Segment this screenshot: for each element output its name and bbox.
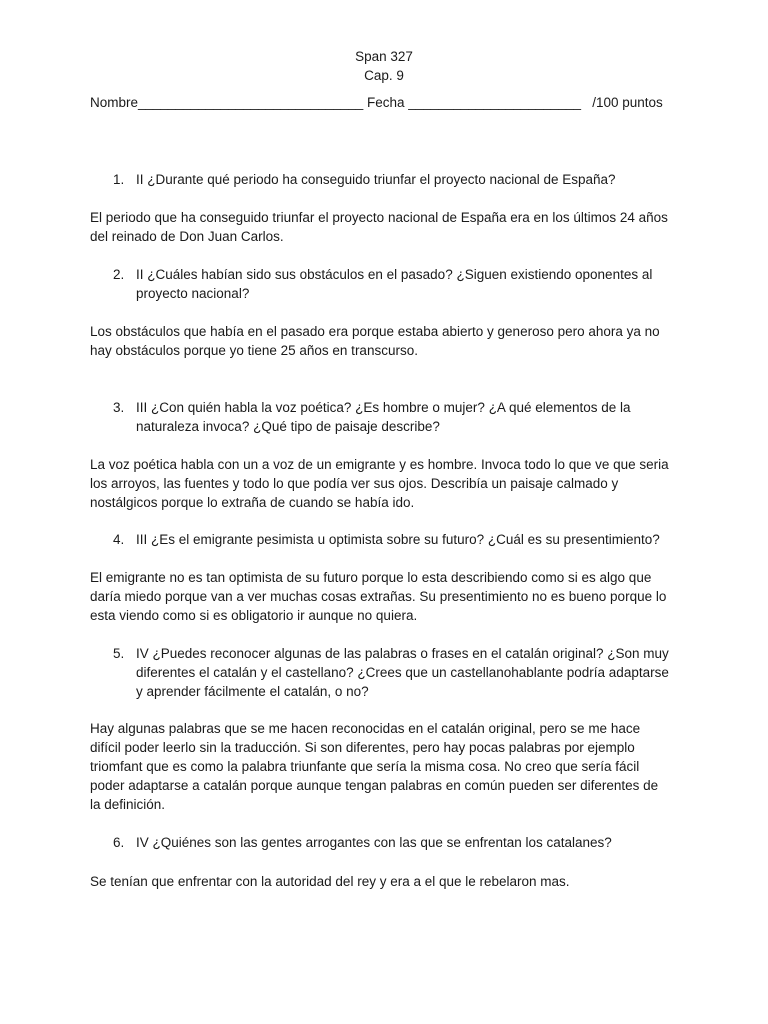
answer-5: Hay algunas palabras que se me hacen reconocidas en el catalán original, pero se me hace difícil poder leerlo sin la traducción. Si son diferentes, pero hay pocas palabras por ejemplo triomfant que es como la palabra triunfante que sería la misma cosa. No creo que sería fácil poder adaptarse a catalán porque aunque tengan palabras en común pueden ser diferentes de la definición. (90, 721, 659, 812)
name-date-score-line: Nombre______________________________ Fecha _______________________ /100 puntos (90, 95, 663, 110)
answer-3: La voz poética habla con un a voz de un emigrante y es hombre. Invoca todo lo que ve que seria los arroyos, las fuentes y todo lo que podía ver sus ojos. Describía un paisaje calmado y nostálgicos porque lo extraña de cuando se había ido. (90, 457, 669, 510)
question-number: 6. (113, 835, 125, 850)
question-text: IV ¿Quiénes son las gentes arrogantes con las que se enfrentan los catalanes? (136, 835, 612, 850)
answer-1: El periodo que ha conseguido triunfar el proyecto nacional de España era en los últimos 24 años del reinado de Don Juan Carlos. (90, 210, 668, 244)
answer-6: Se tenían que enfrentar con la autoridad del rey y era a el que le rebelaron mas. (90, 874, 570, 889)
answer-2: Los obstáculos que había en el pasado era porque estaba abierto y generoso pero ahora ya no hay obstáculos porque yo tiene 25 años en transcurso. (90, 324, 660, 358)
question-4 (113, 530, 676, 549)
question-number: 4. (113, 532, 125, 547)
answer-4: El emigrante no es tan optimista de su futuro porque lo esta describiendo como si es algo que daría miedo porque van a ver muchas cosas extrañas. Su presentimiento no es bueno porque lo esta viendo como si es obligatorio ir aunque no quiera. (90, 570, 667, 623)
question-text: III ¿Es el emigrante pesimista u optimista sobre su futuro? ¿Cuál es su presentimiento? (136, 532, 660, 547)
question-text: IV ¿Puedes reconocer algunas de las palabras o frases en el catalán original? ¿Son muy diferentes el catalán y el castellano? ¿Crees que un castellanohablante podría adaptarse y aprender fácilmente el catalán, o no? (136, 646, 669, 699)
question-number: 2. (113, 267, 125, 282)
question-number: 5. (113, 646, 125, 661)
course-title: Span 327 (355, 49, 413, 64)
question-3 (113, 398, 676, 436)
question-text: III ¿Con quién habla la voz poética? ¿Es hombre o mujer? ¿A qué elementos de la naturaleza invoca? ¿Qué tipo de paisaje describe? (136, 400, 631, 434)
question-2 (113, 265, 676, 303)
question-number: 1. (113, 172, 125, 187)
question-number: 3. (113, 400, 125, 415)
chapter-title: Cap. 9 (364, 68, 404, 83)
question-5 (113, 644, 676, 701)
question-1 (113, 170, 676, 189)
question-text: II ¿Cuáles habían sido sus obstáculos en el pasado? ¿Siguen existiendo oponentes al proyecto nacional? (136, 267, 653, 301)
question-text: II ¿Durante qué periodo ha conseguido triunfar el proyecto nacional de España? (136, 172, 616, 187)
question-6 (113, 833, 676, 852)
